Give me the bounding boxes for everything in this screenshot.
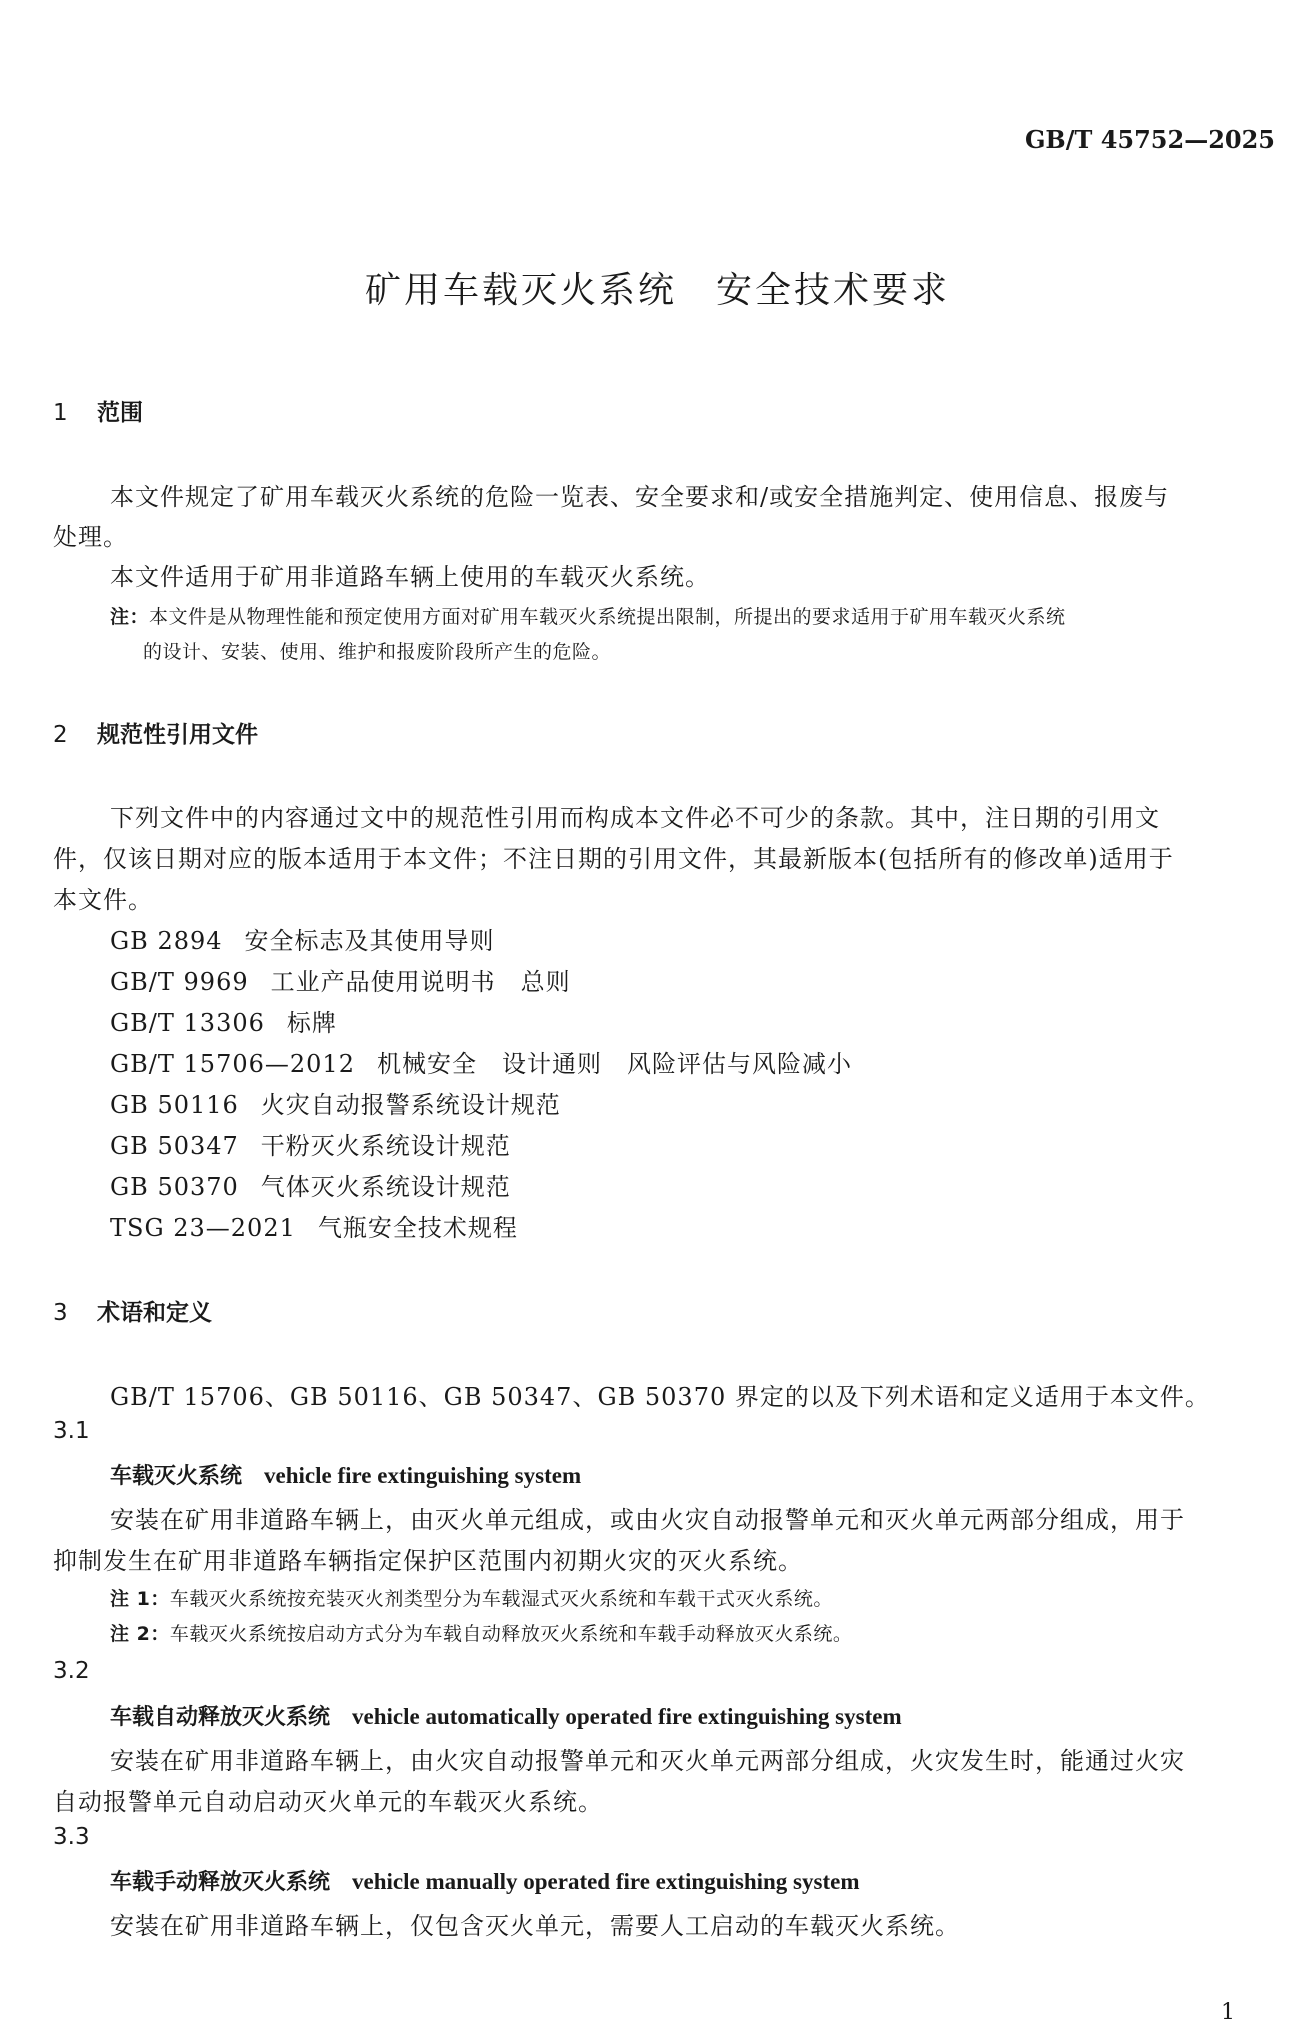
term-definition-line-1: 安装在矿用非道路车辆上，仅包含灭火单元，需要人工启动的车载灭火系统。 <box>110 1912 960 1940</box>
reference-title: 标牌 <box>286 1009 337 1037</box>
section-1-paragraph-2: 本文件适用于矿用非道路车辆上使用的车载灭火系统。 <box>110 563 710 591</box>
note-label: 注 2： <box>110 1623 170 1645</box>
reference-title: 气瓶安全技术规程 <box>317 1214 518 1242</box>
section-1-note-line-1 <box>110 602 1066 629</box>
note-text: 本文件是从物理性能和预定使用方面对矿用车载灭火系统提出限制，所提出的要求适用于矿用车载灭火系统 <box>149 606 1066 628</box>
reference-title: 工业产品使用说明书 总则 <box>270 968 571 996</box>
reference-item <box>110 1167 511 1202</box>
term-heading <box>110 1459 581 1490</box>
section-number: 1 <box>53 400 68 426</box>
section-1-paragraph-1-line-1: 本文件规定了矿用车载灭火系统的危险一览表、安全要求和/或安全措施判定、使用信息、报废与 <box>110 483 1170 511</box>
term-definition-line-1: 安装在矿用非道路车辆上，由火灾自动报警单元和灭火单元两部分组成，火灾发生时，能通过火灾 <box>110 1747 1185 1775</box>
term-zh: 车载手动释放灭火系统 <box>110 1870 331 1895</box>
reference-title: 气体灭火系统设计规范 <box>260 1173 511 1201</box>
section-number: 3 <box>53 1300 68 1326</box>
section-title: 规范性引用文件 <box>97 722 258 748</box>
term-en: vehicle manually operated fire extinguishing system <box>352 1869 860 1894</box>
section-number: 2 <box>53 722 68 748</box>
note-label: 注 1： <box>110 1588 170 1610</box>
section-2-paragraph-line-3: 本文件。 <box>53 886 153 914</box>
reference-item <box>110 1208 518 1243</box>
reference-code: GB 50116 <box>110 1091 239 1119</box>
term-zh: 车载灭火系统 <box>110 1464 243 1489</box>
note-label: 注： <box>110 606 150 628</box>
clause-number: 3.1 <box>53 1418 90 1444</box>
reference-code: GB/T 15706—2012 <box>110 1050 355 1078</box>
page-number: 1 <box>1221 2000 1235 2025</box>
section-2-heading <box>53 716 258 749</box>
section-2-paragraph-line-2: 件，仅该日期对应的版本适用于本文件；不注日期的引用文件，其最新版本(包括所有的修改单)适用于 <box>53 845 1174 873</box>
note-text: 车载灭火系统按启动方式分为车载自动释放灭火系统和车载手动释放灭火系统。 <box>169 1623 853 1645</box>
document-title: 矿用车载灭火系统 安全技术要求 <box>364 270 950 311</box>
term-note-1 <box>110 1584 833 1611</box>
reference-item <box>110 1085 561 1120</box>
section-title: 范围 <box>97 400 143 426</box>
reference-item <box>110 921 495 956</box>
section-3-heading <box>53 1294 212 1327</box>
clause-number: 3.3 <box>53 1824 90 1850</box>
reference-item <box>110 962 571 997</box>
reference-title: 机械安全 设计通则 风险评估与风险减小 <box>376 1050 852 1078</box>
section-1-paragraph-1-line-2: 处理。 <box>53 523 128 551</box>
term-en: vehicle automatically operated fire extinguishing system <box>352 1704 902 1729</box>
section-3-intro: GB/T 15706、GB 50116、GB 50347、GB 50370 界定的以及下列术语和定义适用于本文件。 <box>110 1383 1210 1411</box>
term-zh: 车载自动释放灭火系统 <box>110 1705 331 1730</box>
reference-title: 安全标志及其使用导则 <box>244 927 495 955</box>
term-definition-line-2: 抑制发生在矿用非道路车辆指定保护区范围内初期火灾的灭火系统。 <box>53 1547 803 1575</box>
section-2-paragraph-line-1: 下列文件中的内容通过文中的规范性引用而构成本文件必不可少的条款。其中，注日期的引用文 <box>110 804 1160 832</box>
reference-code: GB/T 13306 <box>110 1009 265 1037</box>
reference-item <box>110 1044 852 1079</box>
section-1-note-line-2: 的设计、安装、使用、维护和报废阶段所产生的危险。 <box>143 641 612 663</box>
reference-item <box>110 1126 511 1161</box>
reference-code: GB 50347 <box>110 1132 239 1160</box>
term-heading <box>110 1700 902 1731</box>
reference-title: 火灾自动报警系统设计规范 <box>260 1091 561 1119</box>
section-title: 术语和定义 <box>97 1300 212 1326</box>
note-text: 车载灭火系统按充装灭火剂类型分为车载湿式灭火系统和车载干式灭火系统。 <box>169 1588 833 1610</box>
standard-number: GB/T 45752—2025 <box>1024 125 1275 154</box>
reference-item <box>110 1003 337 1038</box>
reference-title: 干粉灭火系统设计规范 <box>260 1132 511 1160</box>
reference-code: GB/T 9969 <box>110 968 249 996</box>
reference-code: TSG 23—2021 <box>110 1214 296 1242</box>
term-en: vehicle fire extinguishing system <box>264 1463 582 1488</box>
term-heading <box>110 1865 860 1896</box>
section-1-heading <box>53 394 143 427</box>
clause-number: 3.2 <box>53 1658 90 1684</box>
reference-code: GB 2894 <box>110 927 223 955</box>
term-note-2 <box>110 1619 852 1646</box>
reference-code: GB 50370 <box>110 1173 239 1201</box>
term-definition-line-1: 安装在矿用非道路车辆上，由灭火单元组成，或由火灾自动报警单元和灭火单元两部分组成，用于 <box>110 1506 1185 1534</box>
term-definition-line-2: 自动报警单元自动启动灭火单元的车载灭火系统。 <box>53 1788 603 1816</box>
